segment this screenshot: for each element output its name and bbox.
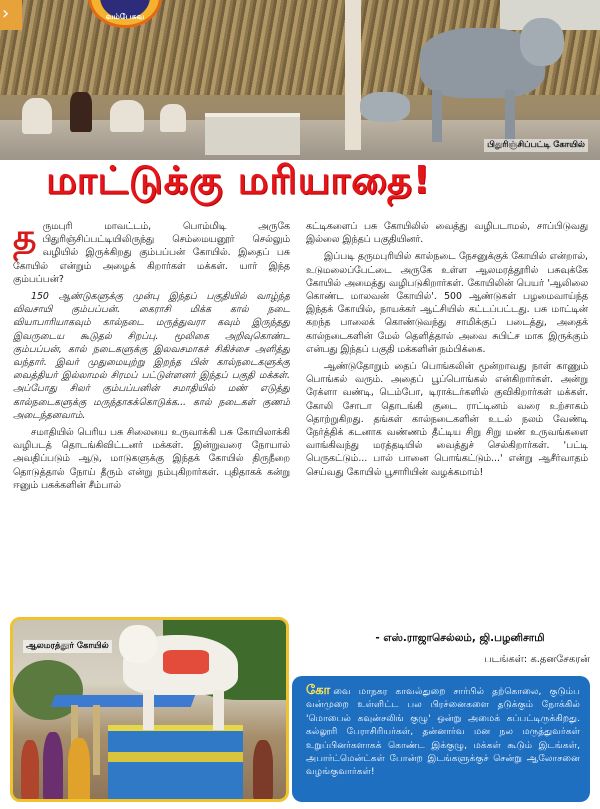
paragraph: கட்டிகளைப் பசு கோயிலில் வைத்து வழிபடாமல், சாப்பிடுவது இல்லை இந்தப் பகுதியினர். <box>306 221 588 246</box>
bull-leg <box>213 690 224 730</box>
stone-slab <box>205 113 300 155</box>
bull-saddle <box>163 650 209 674</box>
person <box>21 740 39 800</box>
bottom-photo <box>10 617 289 802</box>
byline: - எஸ்.ராஜாசெல்லம், ஜி.பழனிசாமி <box>375 632 545 644</box>
shelter-post <box>93 705 100 775</box>
chevron-right-icon: › <box>2 3 10 24</box>
stone-idol <box>110 100 144 132</box>
info-text: வை மாநகர காவல்துறை சார்பில் தற்கொலை, குடும்ப வன்முறை உள்ளிட்ட பல பிரச்னைகளை தடுக்கும் நோக்கில் 'மொபைல் கவுன்சலிங் குழு' ஒன்று அமைக் கப்பட்டிருக்கிறது. கல்லூரி பேராசிரியர்கள், தன்னார்வ மன நல மருத்துவர்கள் உறுப்பினர்களாகக் கொண்ட இக்குழு, மக்கள் கூடும் இடங்கள், அபார்ட்மென்ட்கள் போன்ற இடங்களுக்குச் சென்று ஆலோசனை வழங்குவார்கள்! <box>306 686 580 778</box>
paragraph: இப்படி தருமபுரியில் கால்நடை நேசனுக்குக் கோயில் என்றால், உடுமலைப்பேட்டை அருகே உள்ள ஆலமரத்தூரில் பசுவுக்கே கோயில் அமைத்து வழிபடுகிறார்கள். கோயிலின் பெயர் 'ஆலிலை கொண்ட மாலவன் கோயில்'. 500 ஆண்டுகள் பழமைவாய்ந்த இந்தக் கோயில், நாயக்கர் ஆட்சியில் கட்டப்பட்டது. பசு மாட்டின் கறந்த பாலைக் கொண்டுவந்து சாமிக்குப் படைத்து, அதைக் கால்நடைகளின் மேல் தெளித்தால் அவை சுபிட்ச மாக இருக்கும் என்பது இந்தப் பகுதி மக்களின் நம்பிக்கை. <box>306 251 588 355</box>
pillar <box>345 0 361 150</box>
section-arrow-tab <box>0 0 22 30</box>
drop-cap: த <box>13 220 37 258</box>
article-left-column <box>13 220 290 612</box>
bull-statue-head <box>119 625 157 663</box>
calf-statue <box>360 92 410 122</box>
pedestal-band <box>108 752 243 762</box>
paragraph: ஆண்டுதோறும் தைப் பொங்கலின் மூன்றாவது நாள் காணும் பொங்கல் வரும். அதைப் பூப்பொங்கல் என்கிறார்கள். அன்று ரேக்ளா வண்டி, டெம்போ, டிராக்டர்களில் குவிகிறார்கள் மக்கள். கோலி சோடா தொடங்கி குடை ராட்டினம் வரை உற்சாகம் தொற்றுகிறது. தங்கள் கால்நடைகளின் உடல் நலம் வேண்டி நேர்த்திக் கடனாக வண்ணம் தீட்டிய சிறு சிறு மண் உருவங்களை வாங்கிவந்து மரத்தடியில் வைத்துச் செல்கிறார்கள். 'பட்டி பெருகட்டும்... பால் பானை பொங்கட்டும்...' என்று ஆசீர்வாதம் செய்வது கோயில் பூசாரியின் வழக்கமாம்! <box>306 361 588 478</box>
statue-pedestal <box>108 725 243 802</box>
stone-idol <box>22 98 52 134</box>
info-lead-word: கோ <box>306 683 331 698</box>
badge-label: வம்பேசுவ <box>105 12 145 21</box>
article-right-column <box>306 220 588 620</box>
top-photo-caption: பிதுரிஞ்சிப்பட்டி கோயில் <box>484 139 588 152</box>
news-info-box <box>292 676 590 802</box>
stone-idol <box>160 104 186 132</box>
dark-idol <box>70 92 92 132</box>
bottom-photo-caption: ஆலமரத்தூர் கோயில் <box>23 640 112 653</box>
paragraph-intro <box>13 220 290 286</box>
top-photo <box>0 0 600 160</box>
bull-leg <box>505 90 515 142</box>
person <box>68 738 90 802</box>
paragraph-text: ருமபுரி மாவட்டம், பொம்மிடி அருகே பிதுரிஞ்சிப்பட்டியிலிருந்து செம்மையனூர் செல்லும் வழியில் இருக்கிறது கும்பப்பன் கோயில். இதைப் பசு கோயில் என்றும் அழைக் கிறார்கள் மக்கள். யார் இந்த கும்பப்பன்? <box>13 221 290 285</box>
article-headline: மாட்டுக்கு மரியாதை! <box>46 158 432 202</box>
bull-leg <box>432 90 442 142</box>
bull-leg <box>143 690 154 730</box>
paragraph: 150 ஆண்டுகளுக்கு முன்பு இந்தப் பகுதியில் வாழ்ந்த விவசாயி கும்பப்பன். கைராசி மிக்க கால் நடை வியாபாரியாகவும் கால்நடை மருத்துவரா கவும் இருந்தது இவருடைய கூடுதல் சிறப்பு. மூலிகை அறிவுகொண்ட கும்பப்பன், கால் நடைகளுக்கு இலவசமாகச் சிகிச்சை அளித்து வந்தார். இவர் முதுமையுற்று இறந்த பின் கால்நடைகளுக்கு வைத்தியர் இல்லாமல் சிரமப் பட்டுள்ளனர் இந்தப் பகுதி மக்கள். அப்போது சிலர் கும்பப்பனின் சமாதியில் மண் எடுத்து கால்நடைகளுக்கு மருந்தாகக்கொடுக்க... கால் நடைகள் குணம் அடைந்தனவாம். <box>13 291 290 421</box>
photo-credit: படங்கள்: க.தனசேகரன் <box>484 654 590 665</box>
paragraph: சமாதியில் பெரிய பசு சிலையை உருவாக்கி பசு கோயிலாக்கி வழிபடத் தொடங்கிவிட்டனர் மக்கள். இன்றுவரை நோயால் அவதிப்படும் ஆடு, மாடுகளுக்கு இந்தக் கோயில் திருநீறை தொடுத்தால் நோய் தீரும் என்று நம்புகிறார்கள். புதிதாகக் கன்று ஈனும் பசுக்களின் சீம்பால் <box>13 427 290 491</box>
person <box>43 732 63 802</box>
person <box>253 740 273 800</box>
bull-statue-head <box>520 18 564 66</box>
